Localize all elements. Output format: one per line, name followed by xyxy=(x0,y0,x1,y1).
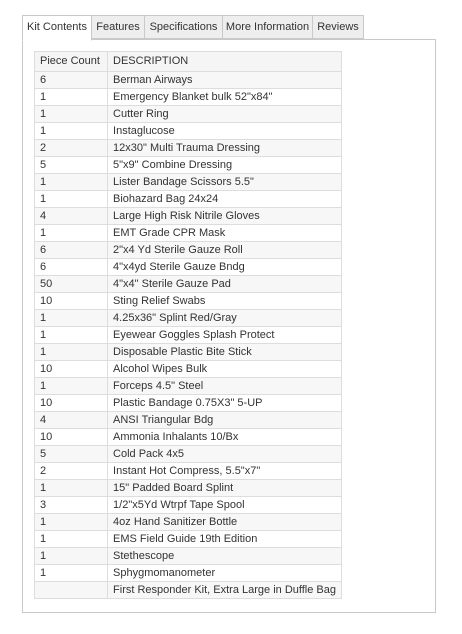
description-cell: Berman Airways xyxy=(108,72,342,89)
table-row xyxy=(35,412,342,429)
piece-count-cell: 10 xyxy=(35,293,108,310)
piece-count-cell: 5 xyxy=(35,157,108,174)
piece-count-cell: 5 xyxy=(35,446,108,463)
table-row xyxy=(35,582,342,599)
table-row xyxy=(35,531,342,548)
table-row xyxy=(35,327,342,344)
table-row xyxy=(35,378,342,395)
piece-count-cell: 1 xyxy=(35,174,108,191)
table-row xyxy=(35,123,342,140)
description-cell: First Responder Kit, Extra Large in Duffle Bag xyxy=(108,582,342,599)
piece-count-cell: 50 xyxy=(35,276,108,293)
table-row xyxy=(35,497,342,514)
table-row xyxy=(35,242,342,259)
column-header-piece-count: Piece Count xyxy=(35,52,108,72)
tab-more-information[interactable]: More Information xyxy=(223,15,313,39)
description-cell: Instant Hot Compress, 5.5"x7" xyxy=(108,463,342,480)
piece-count-cell: 3 xyxy=(35,497,108,514)
description-cell: EMT Grade CPR Mask xyxy=(108,225,342,242)
piece-count-cell: 1 xyxy=(35,123,108,140)
table-row xyxy=(35,72,342,89)
piece-count-cell: 1 xyxy=(35,378,108,395)
tab-reviews[interactable]: Reviews xyxy=(313,15,364,39)
piece-count-cell: 6 xyxy=(35,259,108,276)
table-row xyxy=(35,259,342,276)
piece-count-cell xyxy=(35,582,108,599)
description-cell: 4"x4" Sterile Gauze Pad xyxy=(108,276,342,293)
table-row xyxy=(35,157,342,174)
piece-count-cell: 1 xyxy=(35,191,108,208)
piece-count-cell: 1 xyxy=(35,531,108,548)
piece-count-cell: 1 xyxy=(35,106,108,123)
table-row xyxy=(35,361,342,378)
description-cell: 4.25x36" Splint Red/Gray xyxy=(108,310,342,327)
piece-count-cell: 1 xyxy=(35,480,108,497)
piece-count-cell: 1 xyxy=(35,327,108,344)
piece-count-cell: 1 xyxy=(35,565,108,582)
description-cell: Alcohol Wipes Bulk xyxy=(108,361,342,378)
piece-count-cell: 1 xyxy=(35,310,108,327)
piece-count-cell: 10 xyxy=(35,361,108,378)
description-cell: Eyewear Goggles Splash Protect xyxy=(108,327,342,344)
piece-count-cell: 2 xyxy=(35,463,108,480)
description-cell: Large High Risk Nitrile Gloves xyxy=(108,208,342,225)
piece-count-cell: 6 xyxy=(35,242,108,259)
description-cell: Ammonia Inhalants 10/Bx xyxy=(108,429,342,446)
table-row xyxy=(35,344,342,361)
description-cell: 4"x4yd Sterile Gauze Bndg xyxy=(108,259,342,276)
description-cell: Stethescope xyxy=(108,548,342,565)
description-cell: Forceps 4.5" Steel xyxy=(108,378,342,395)
description-cell: Disposable Plastic Bite Stick xyxy=(108,344,342,361)
description-cell: 4oz Hand Sanitizer Bottle xyxy=(108,514,342,531)
table-row xyxy=(35,446,342,463)
table-row xyxy=(35,191,342,208)
piece-count-cell: 6 xyxy=(35,72,108,89)
table-row xyxy=(35,480,342,497)
table-row xyxy=(35,89,342,106)
description-cell: Lister Bandage Scissors 5.5" xyxy=(108,174,342,191)
description-cell: 1/2"x5Yd Wtrpf Tape Spool xyxy=(108,497,342,514)
table-row xyxy=(35,174,342,191)
description-cell: ANSI Triangular Bdg xyxy=(108,412,342,429)
tab-features[interactable]: Features xyxy=(92,15,145,39)
tab-kit-contents[interactable]: Kit Contents xyxy=(22,15,92,41)
column-header-description: DESCRIPTION xyxy=(108,52,342,72)
table-row xyxy=(35,225,342,242)
piece-count-cell: 1 xyxy=(35,548,108,565)
description-cell: 2"x4 Yd Sterile Gauze Roll xyxy=(108,242,342,259)
table-row xyxy=(35,548,342,565)
piece-count-cell: 4 xyxy=(35,208,108,225)
table-header-row xyxy=(35,52,342,72)
piece-count-cell: 1 xyxy=(35,514,108,531)
description-cell: 12x30" Multi Trauma Dressing xyxy=(108,140,342,157)
description-cell: Sting Relief Swabs xyxy=(108,293,342,310)
table-row xyxy=(35,514,342,531)
description-cell: EMS Field Guide 19th Edition xyxy=(108,531,342,548)
table-row xyxy=(35,310,342,327)
table-row xyxy=(35,429,342,446)
piece-count-cell: 10 xyxy=(35,429,108,446)
piece-count-cell: 2 xyxy=(35,140,108,157)
kit-contents-table xyxy=(34,51,342,599)
description-cell: Plastic Bandage 0.75X3" 5-UP xyxy=(108,395,342,412)
table-row xyxy=(35,293,342,310)
piece-count-cell: 1 xyxy=(35,225,108,242)
table-row xyxy=(35,565,342,582)
description-cell: Sphygmomanometer xyxy=(108,565,342,582)
table-row xyxy=(35,276,342,293)
description-cell: Biohazard Bag 24x24 xyxy=(108,191,342,208)
table-row xyxy=(35,463,342,480)
table-row xyxy=(35,208,342,225)
description-cell: Cold Pack 4x5 xyxy=(108,446,342,463)
table-row xyxy=(35,106,342,123)
description-cell: Emergency Blanket bulk 52"x84" xyxy=(108,89,342,106)
tab-specifications[interactable]: Specifications xyxy=(145,15,223,39)
piece-count-cell: 1 xyxy=(35,89,108,106)
piece-count-cell: 4 xyxy=(35,412,108,429)
description-cell: 15" Padded Board Splint xyxy=(108,480,342,497)
description-cell: Cutter Ring xyxy=(108,106,342,123)
piece-count-cell: 10 xyxy=(35,395,108,412)
description-cell: Instaglucose xyxy=(108,123,342,140)
table-row xyxy=(35,140,342,157)
description-cell: 5"x9" Combine Dressing xyxy=(108,157,342,174)
tab-bar xyxy=(22,15,364,40)
piece-count-cell: 1 xyxy=(35,344,108,361)
table-row xyxy=(35,395,342,412)
